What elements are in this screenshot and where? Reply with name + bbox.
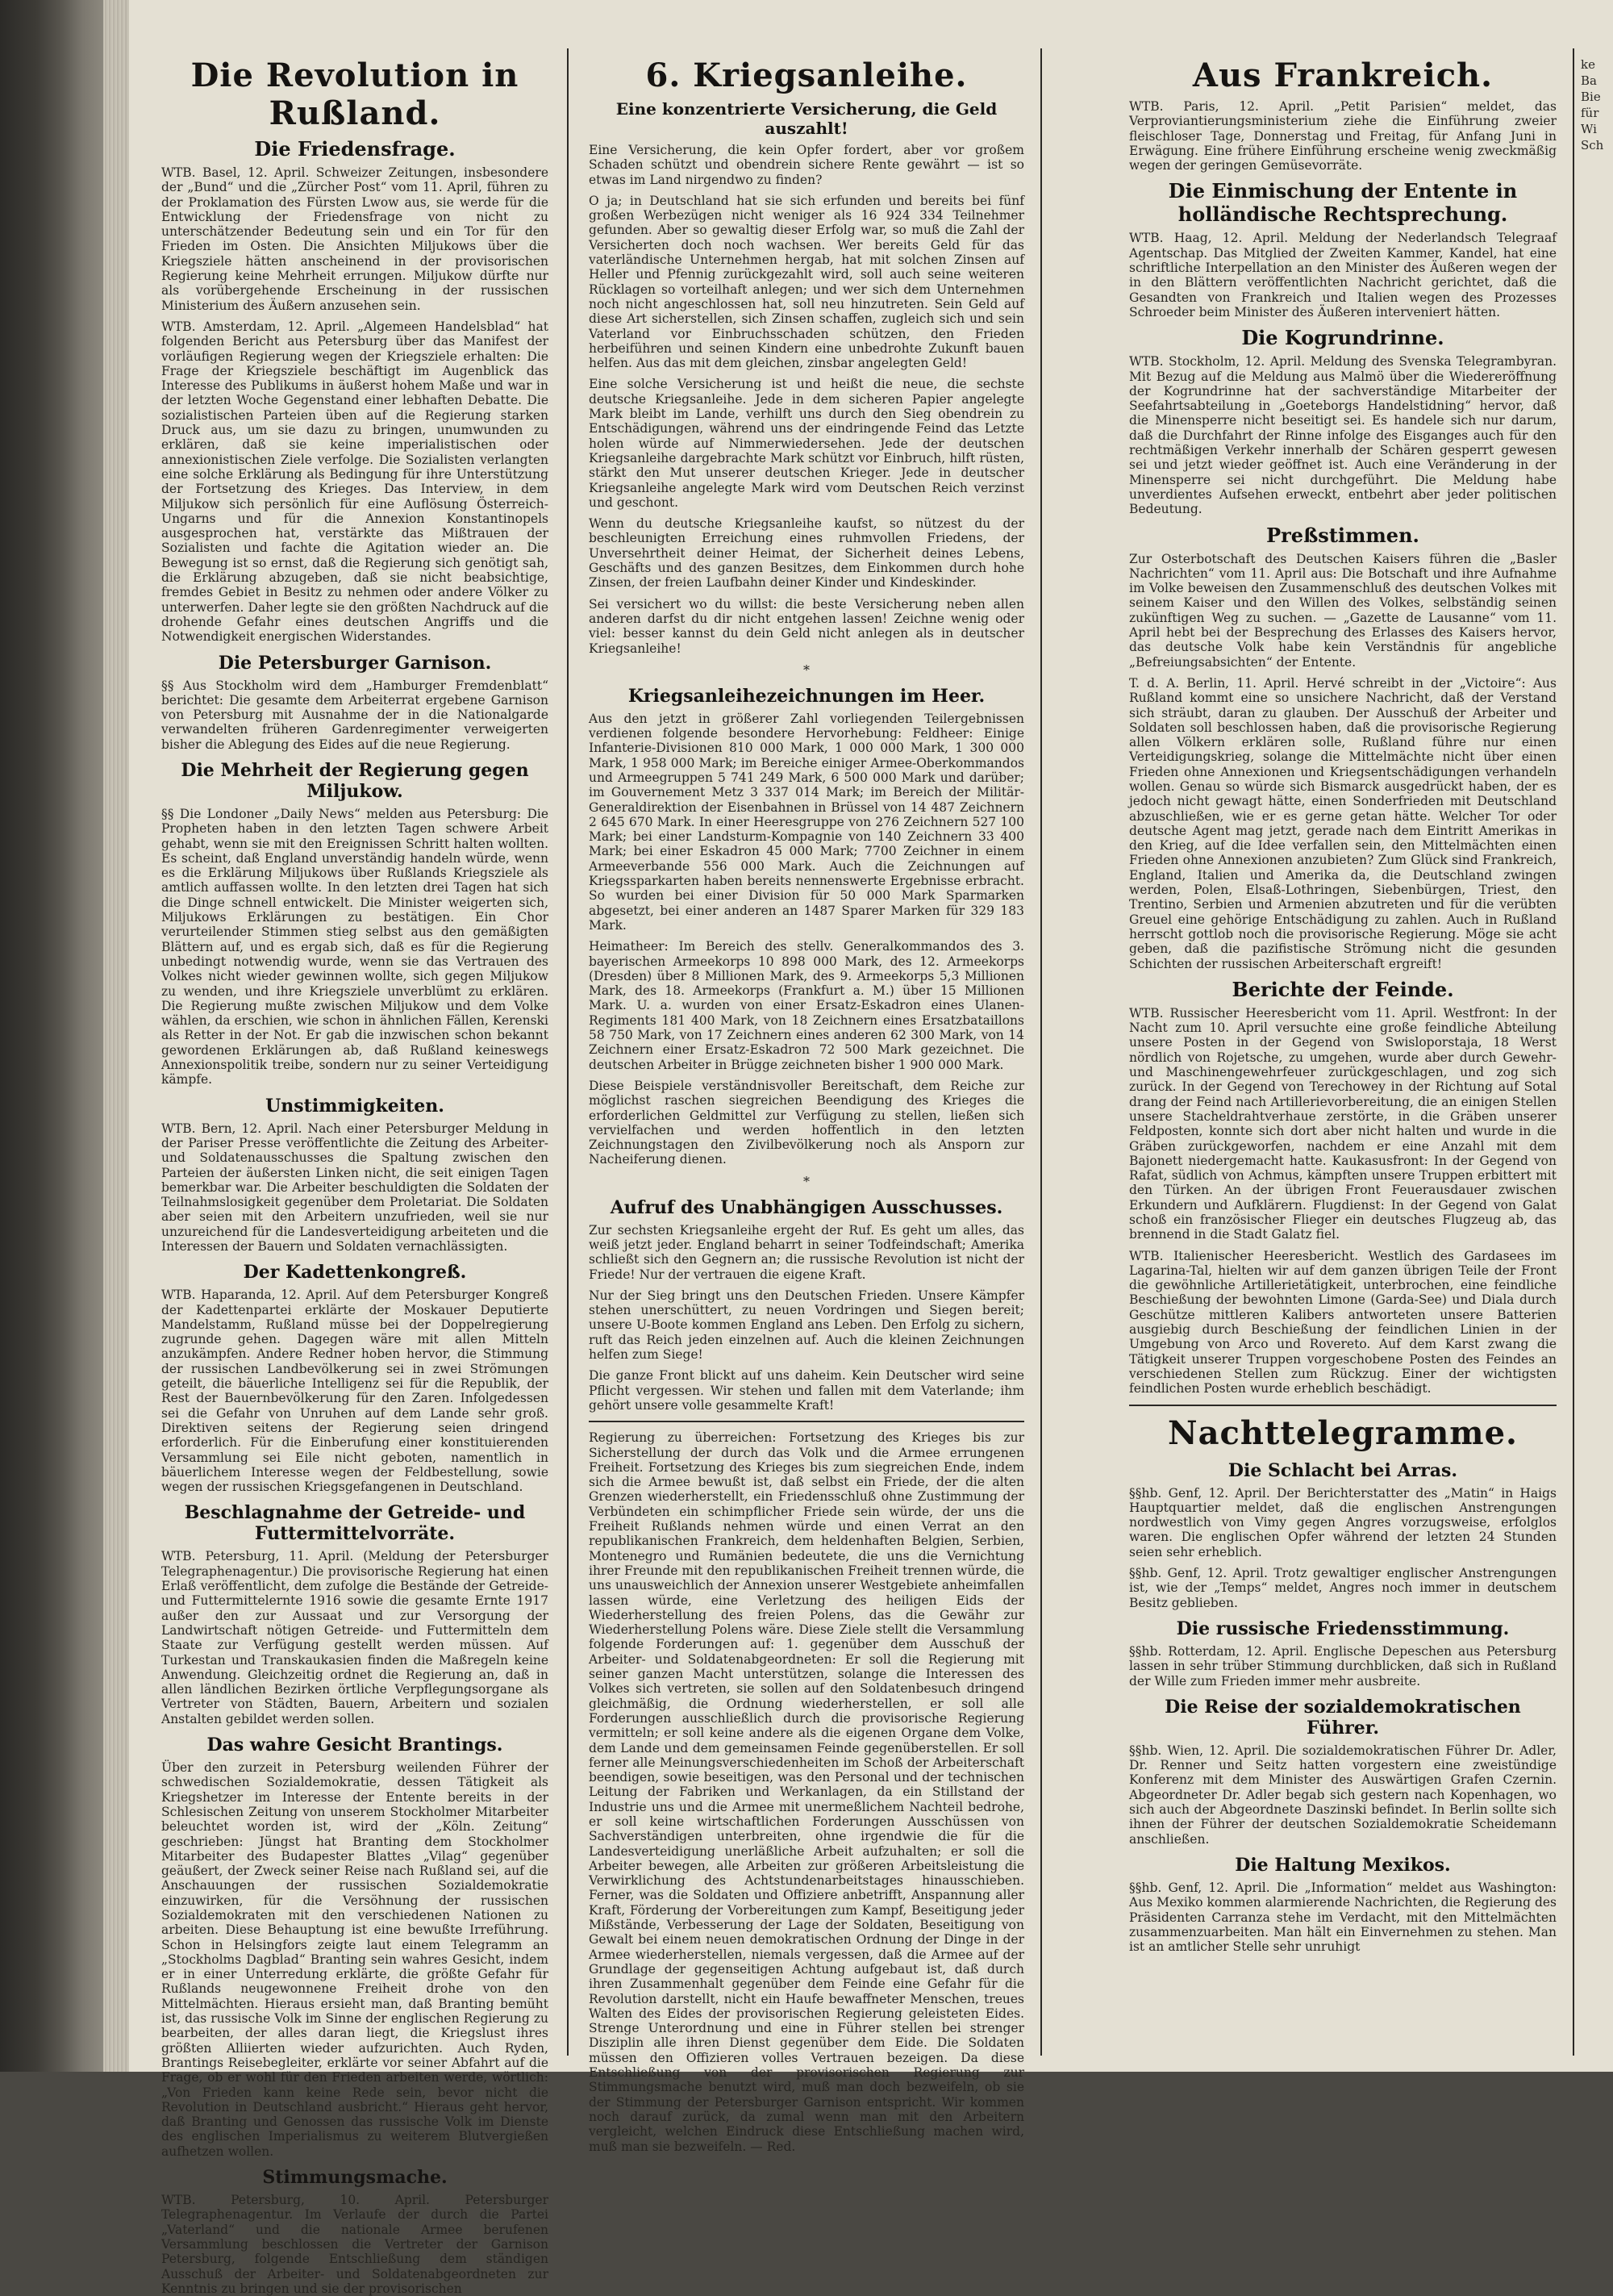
article-paragraph: Diese Beispiele verständnisvoller Bereitschaft, dem Reiche zur möglichst raschen siegreichen Beendigung des Krieges die erforderlichen Geldmittel zur Verfügung zu stellen, ließen sich vervielfachen und werden hoffentlich in den letzten Zeichnungstagen den Zivilbevölkerung noch als Ansporn zur Nacheiferung dienen. [589, 1078, 1024, 1167]
article-paragraph: WTB. Russischer Heeresbericht vom 11. April. Westfront: In der Nacht zum 10. April versuchte eine große feindliche Abteilung unsere Posten in der Gegend von Swisloporstaja, 18 Werst nördlich von Rojetsche, zu umgehen, wurde aber durch Gewehr- und Maschinengewehrfeuer zurückgeschlagen, und zog sich zurück. In der Gegend von Terechowey in der Richtung auf Sotal drang der Feind nach Artillerievorbereitung, die an einigen Stellen unsere Stacheldrahtverhaue zerstörte, in die Gräben unserer Feldposten, konnte sich dort aber nicht halten und wurde in die Gräben zurückgeworfen, nachdem er eine Anzahl mit dem Bajonett niedergemacht hatte. Kaukasusfront: In der Gegend von Rafat, südlich von Achmus, kämpften unsere Truppen erbittert mit den Türken. An der übrigen Front Feuerausdauer zwischen Erkundern und Aufklärern. Flugdienst: In der Gegend von Galat schoß ein französischer Flieger ein deutsches Flugzeug ab, das brennend in die Stadt Galatz fiel. [1129, 1005, 1557, 1242]
article-paragraph: §§ Aus Stockholm wird dem „Hamburger Fremdenblatt“ berichtet: Die gesamte dem Arbeiterrat ergebene Garnison von Petersburg mit Ausnahme der in die Nationalgarde verwandelten früheren Gardenregimenter verweigerten bisher die Ablegung des Eides auf die neue Regierung. [161, 678, 548, 752]
article-paragraph: §§hb. Genf, 12. April. Trotz gewaltiger englischer Anstrengungen ist, wie der „Temps“ meldet, Angres noch immer in deutschem Besitz geblieben. [1129, 1566, 1557, 1610]
section-heading: Die Haltung Mexikos. [1235, 1854, 1451, 1876]
section-heading: Berichte der Feinde. [1232, 977, 1454, 1001]
column-rule [1040, 48, 1042, 2056]
book-spine [0, 0, 103, 2072]
page-stack-edge [103, 0, 132, 2072]
section-divider [1129, 1405, 1557, 1406]
section-heading: Das wahre Gesicht Brantings. [206, 1735, 503, 1756]
column-war-loan [589, 56, 1024, 2154]
article-paragraph: Heimatheer: Im Bereich des stellv. Generalkommandos des 3. bayerischen Armeekorps 10 898 000 Mark, des 12. Armeekorps (Dresden) über 8 Millionen Mark, des 9. Armeekorps 5,3 Millionen Mark, des 18. Armeekorps (Frankfurt a. M.) über 15 Millionen Mark. U. a. wurden von einer Ersatz-Eskadron eines Ulanen-Regiments 181 400 Mark, von 18 Zeichnern eines Ersatzbataillons 58 750 Mark, von 17 Zeichnern eines anderen 62 300 Mark, von 14 Zeichnern einer Ersatz-Eskadron 72 500 Mark gezeichnet. Die deutschen Arbeiter in Brügge zeichneten bisher 1 900 000 Mark. [589, 939, 1024, 1072]
article-paragraph: Die ganze Front blickt auf uns daheim. Kein Deutscher wird seine Pflicht vergessen. Wir stehen und fallen mit dem Vaterlande; ihm gehört unsere volle gesammelte Kraft! [589, 1368, 1024, 1413]
section-heading: Kriegsanleihezeichnungen im Heer. [627, 685, 986, 707]
article-paragraph: WTB. Amsterdam, 12. April. „Algemeen Handelsblad“ hat folgenden Bericht aus Petersburg über das Manifest der vorläufigen Regierung wegen der Kriegsziele erhalten: Die Frage der Kriegsziele beschäftigt im Augenblick das Interesse des Publikums in äußerst hohem Maße und war in der letzten Woche Gegenstand einer lebhaften Debatte. Die sozialistischen Parteien üben auf die Regierung starken Druck aus, um sie dazu zu bringen, unumwunden zu erklären, daß sie keine imperialistischen oder annexionistischen Ziele verfolge. Die Sozialisten verlangten eine solche Erklärung als Bedingung für ihre Unterstützung der Fortsetzung des Krieges. Das Interview, in dem Miljukow sich persönlich für eine Auflösung Österreich-Ungarns und für die Annexion Konstantinopels ausgesprochen hat, verstärkte das Mißtrauen der Sozialisten und fachte die Agitation wieder an. Die Bewegung ist so ernst, daß die Regierung sich genötigt sah, die Erklärung abzugeben, daß sie nicht beabsichtige, fremdes Gebiet in Besitz zu nehmen oder andere Völker zu unterwerfen. Daher legte sie den größten Nachdruck auf die drohende Gefahr eines deutschen Angriffs und die Notwendigkeit energischen Widerstandes. [161, 319, 548, 645]
article-paragraph: §§hb. Genf, 12. April. Die „Information“ meldet aus Washington: Aus Mexiko kommen alarmierende Nachrichten, die Regierung des Präsidenten Carranza stehe im Verdacht, mit den Mittelmächten zusammenzuarbeiten. Man hält ein Einvernehmen zu stehen. Man ist an amtlicher Stelle sehr unruhigt [1129, 1880, 1557, 1955]
section-heading: Die russische Friedensstimmung. [1176, 1618, 1510, 1639]
article-paragraph: Über den zurzeit in Petersburg weilenden Führer der schwedischen Sozialdemokratie, dessen Tätigkeit als Kriegshetzer im Interesse der Entente bereits in der Schlesischen Zeitung von unserem Stockholmer Mitarbeiter beleuchtet worden ist, wird der „Köln. Zeitung“ geschrieben: Jüngst hat Branting dem Stockholmer Mitarbeiter des Budapester Blattes „Vilag“ gegenüber geäußert, der Zweck seiner Reise nach Rußland sei, auf die Anschauungen der russischen Sozialdemokratie einzuwirken, für die Versöhnung der russischen Sozialdemokraten mit den verschiedenen Nationen zu arbeiten. Diese Behauptung ist eine bewußte Irreführung. Schon in Helsingfors zeigte laut einem Telegramm an „Stockholms Dagblad“ Branting sein wahres Gesicht, indem er in einer Unterredung erklärte, die größte Gefahr für Rußlands neugewonnene Freiheit drohe von den Mittelmächten. Hieraus ersieht man, daß Branting bemüht ist, das russische Volk im Sinne der englischen Regierung zu bearbeiten, der alles daran liegt, die Kriegslust ihres größten Alliierten wieder aufzurichten. Auch Ryden, Brantings Reisebegleiter, erklärte vor seiner Abfahrt auf die Frage, ob er wohl für den Frieden arbeiten werde, wörtlich: „Von Frieden kann keine Rede sein, bevor nicht die Revolution in Deutschland ausbricht.“ Hieraus geht hervor, daß Branting und Genossen das russische Volk im Dienste des englischen Imperialismus zu weiterem Blutvergießen aufhetzen wollen. [161, 1760, 548, 2159]
article-paragraph: Eine Versicherung, die kein Opfer fordert, aber vor großem Schaden schützt und obendrein sichere Rente gewährt — ist so etwas im Land nirgendwo zu finden? [589, 143, 1024, 187]
newspaper-page [129, 0, 1613, 2296]
article-paragraph: WTB. Bern, 12. April. Nach einer Petersburger Meldung in der Pariser Presse veröffentlichte die Zeitung des Arbeiter- und Soldatenausschusses die Spaltung zwischen den Parteien der äußersten Linken nicht, die seit einigen Tagen bemerkbar war. Die Arbeiter beschuldigten die Soldaten der Teilnahmslosigkeit gegenüber dem Proletariat. Die Soldaten aber seien mit den Arbeitern unzufrieden, weil sie nur unzureichend für die Landesverteidigung arbeiteten und die Interessen der Bauern und Soldaten vernachlässigten. [161, 1121, 548, 1254]
article-paragraph: §§ Die Londoner „Daily News“ melden aus Petersburg: Die Propheten haben in den letzten Tagen schwere Arbeit gehabt, wenn sie mit den Ereignissen Schritt halten wollten. Es scheint, daß England unverständig handeln würde, wenn es die Erklärung Miljukows über Rußlands Kriegsziele als amtlich auffassen wollte. In den letzten drei Tagen hat sich die Dinge schnell entwickelt. Die Minister weigerten sich, Miljukows Erklärungen zu bestätigen. Ein Chor verurteilender Stimmen stieg selbst aus den gemäßigten Blättern auf, und es ergab sich, daß es für die Regierung unbedingt notwendig wurde, wenn sie das Vertrauen des Volkes nicht wieder gewinnen wollte, sich gegen Miljukow zu wenden, und ihre Kriegsziele unverblümt zu erklären. Die Regierung mußte zwischen Miljukow und dem Volke wählen, da erschien, wie schon in ähnlichen Fällen, Kerenski als Retter in der Not. Er gab die inzwischen schon bekannt gewordenen Erklärungen ab, daß Rußland keineswegs Annexionspolitik treibe, sondern nur zu seiner Verteidigung kämpfe. [161, 806, 548, 1087]
article-paragraph: WTB. Basel, 12. April. Schweizer Zeitungen, insbesondere der „Bund“ und die „Zürcher Post“ vom 11. April, führen zu der Proklamation des Fürsten Lwow aus, sie werde für die Entwicklung der Friedensfrage von nicht zu unterschätzender Bedeutung sein und ein Tor für den Frieden im Osten. Die Ansichten Miljukows über die Kriegsziele hätten anscheinend in der provisorischen Regierung keine Mehrheit errungen. Miljukow dürfte nur als vorübergehende Erscheinung in der russischen Ministerium des Äußern anzusehen sein. [161, 165, 548, 313]
article-paragraph: Nur der Sieg bringt uns den Deutschen Frieden. Unsere Kämpfer stehen unerschüttert, zu neuen Vordringen und Siegen bereit; unsere U-Boote kommen England ans Leben. Den Erfolg zu sichern, ruft das Reich jeden einzelnen auf. Auch die kleinen Zeichnungen helfen zum Siege! [589, 1288, 1024, 1363]
section-divider [589, 1421, 1024, 1422]
section-heading: Die Friedensfrage. [254, 137, 456, 161]
column-revolution [161, 56, 548, 2296]
article-paragraph: WTB. Italienischer Heeresbericht. Westlich des Gardasees im Lagarina-Tal, hielten wir auf dem ganzen übrigen Teile der Front die gewöhnliche Artillerietätigkeit, unterbrochen, eine feindliche Beschießung der bewohnten Limone (Garda-See) und Diala durch Geschütze mittleren Kalibers antworteten unsere Batterien ausgiebig durch Beschießung der feindlichen Linien in der Umgebung von Arco und Rovereto. Auf dem Karst zwang die Tätigkeit unserer Truppen vorgeschobene Posten des Feindes an verschiedenen Stellen zum Rückzug. Einer der wichtigsten feindlichen Posten wurde erheblich beschädigt. [1129, 1248, 1557, 1396]
article-paragraph: T. d. A. Berlin, 11. April. Hervé schreibt in der „Victoire“: Aus Rußland kommt eine so unsichere Nachricht, daß der Verstand sich sträubt, daran zu glauben. Der Ausschuß der Arbeiter und Soldaten soll beschlossen haben, daß die provisorische Regierung allen Völkern erklären solle, Rußland führe nur einen Verteidigungskrieg, solange die Mittelmächte nicht über einen Frieden ohne Annexionen und Kriegsentschädigungen verhandeln wollen. Genau so würde sich Bismarck ausgedrückt haben, der es jedoch nicht gewagt hätte, einen Sonderfrieden mit Deutschland abzuschließen, wie er es gerne getan hätte. Welcher Tor oder deutsche Agent mag jetzt, gerade nach dem Eintritt Amerikas in den Krieg, auf die Idee verfallen sein, den Mittelmächten einen Frieden ohne Annexionen anzubieten? Zum Glück sind Frankreich, England, Italien und Amerika da, die Deutschland zwingen werden, Polen, Elsaß-Lothringen, Siebenbürgen, Triest, den Trentino, Serbien und Armenien abzutreten und für die verübten Greuel eine gehörige Entschädigung zu zahlen. Auch in Rußland herrscht gottlob noch die provisorische Regierung. Möge sie acht geben, daß die pazifistische Strömung nicht die gesunden Schichten der russischen Arbeiterschaft ergreift! [1129, 675, 1557, 971]
article-paragraph: §§hb. Rotterdam, 12. April. Englische Depeschen aus Petersburg lassen in sehr trüber Stimmung durchblicken, daß sich in Rußland der Wille zum Frieden immer mehr ausbreite. [1129, 1643, 1557, 1689]
lead-heading: Eine konzentrierte Versicherung, die Geld auszahlt! [615, 99, 998, 138]
divider-asterisk: * [803, 662, 810, 678]
section-heading: Der Kadettenkongreß. [243, 1262, 467, 1284]
article-paragraph: Wenn du deutsche Kriegsanleihe kaufst, so nützest du der beschleunigten Erreichung eines ruhmvollen Friedens, der Unversehrtheit deiner Heimat, der Sicherheit deines Lebens, Geschäfts und des ganzen Besitzes, dem Einkommen durch hohe Zinsen, der freien Laufbahn deiner Kinder und Kindeskinder. [589, 516, 1024, 591]
article-paragraph: Eine solche Versicherung ist und heißt die neue, die sechste deutsche Kriegsanleihe. Jede in dem sicheren Papier angelegte Mark bleibt im Lande, verhilft uns durch den Sieg obendrein zu Entschädigungen, während uns der eindringende Feind das Letzte holen würde auf Nimmerwiedersehen. Jede der deutschen Kriegsanleihe dargebrachte Mark schützt vor Einbruch, hilft rüsten, stärkt den Mut unserer deutschen Krieger. Jede in deutscher Kriegsanleihe angelegte Mark wird vom Deutschen Reich verzinst und geschont. [589, 377, 1024, 510]
article-title: Die Revolution in Rußland. [190, 56, 519, 132]
column-rule [1573, 48, 1574, 2056]
divider-asterisk: * [803, 1173, 810, 1189]
article-title: 6. Kriegsanleihe. [645, 56, 968, 94]
article-paragraph: WTB. Stockholm, 12. April. Meldung des Svenska Telegrambyran. Mit Bezug auf die Meldung aus Malmö über die Wiedereröffnung der Kogrundrinne hat der sachverständige Mitarbeiter der Seefahrtsabteilung in „Goeteborgs Handelstidning“ hervor, daß die Minensperre nicht beseitigt sei. Es handele sich nur darum, daß die Durchfahrt der Rinne infolge des Eisganges auch für den rechtmäßigen Verkehr innerhalb der Schären gesperrt gewesen sei und jetzt wieder geöffnet ist. Auch eine Veränderung in der Minensperre sei nicht durchgeführt. Die Meldung habe unverdientes Aufsehen erweckt, entbehrt aber jeder politischen Bedeutung. [1129, 354, 1557, 517]
section-heading: Beschlagnahme der Getreide- und Futtermittelvorräte. [184, 1502, 526, 1545]
section-heading: Nachttelegramme. [1168, 1413, 1518, 1452]
section-heading: Unstimmigkeiten. [265, 1095, 444, 1117]
partial-column-text: ke Ba Bie für Wi Sch [1581, 57, 1604, 152]
article-paragraph: O ja; in Deutschland hat sie sich erfunden und bereits bei fünf großen Werbezügen nicht weniger als 16 924 334 Teilnehmer gefunden. Aber so gewaltig dieser Erfolg war, so muß die Zahl der Versicherten doch noch wachsen. Wer bereits Geld für das vaterländische Unternehmen hergab, hat mit solchen Zinsen auf Heller und Pfennig zurückgezahlt wird, soll auch seine weiteren Rücklagen so vorteilhaft anlegen; und wer sich dem Unternehmen noch nicht angeschlossen hat, soll neu hinzutreten. Sein Geld auf diese Art sicherstellen, sich Zinsen schaffen, zugleich sich und sein Vaterland vor Einbruchsschaden schützen, den Frieden herbeiführen und seinen Kindern eine unbedrohte Zukunft bauen helfen. Aus das mit dem gleichen, zinsbar angelegten Geld! [589, 193, 1024, 371]
section-heading: Aufruf des Unabhängigen Ausschusses. [610, 1196, 1003, 1218]
section-heading: Die Reise der sozialdemokratischen Führer. [1165, 1696, 1521, 1739]
article-paragraph: WTB. Paris, 12. April. „Petit Parisien“ meldet, das Verproviantierungsministerium ziehe die Einführung zweier fleischloser Tage, Donnerstag und Freitag, für Anfang Juni in Erwägung. Eine frühere Einführung erscheine wenig zweckmäßig wegen der geringen Gemüsevorräte. [1129, 99, 1557, 173]
article-paragraph: Aus den jetzt in größerer Zahl vorliegenden Teilergebnissen verdienen folgende besondere Hervorhebung: Feldheer: Einige Infanterie-Divisionen 810 000 Mark, 1 000 000 Mark, 1 300 000 Mark, 1 958 000 Mark; im Bereiche einiger Armee-Oberkommandos und Armeegruppen 5 741 249 Mark, 6 500 000 Mark und darüber; im Gouvernement Metz 3 337 014 Mark; im Bereich der Militär-Generaldirektion der Eisenbahnen in Brüssel von 14 487 Zeichnern 2 645 670 Mark. In einer Heeresgruppe von 276 Zeichnern 527 100 Mark; bei einer Landsturm-Kompagnie von 140 Zeichnern 33 400 Mark; bei einer Eskadron 45 000 Mark; 7700 Zeichner in einem Armeeverbande 556 000 Mark. Auch die Zeichnungen auf Kriegssparkarten haben bereits nennenswerte Ergebnisse erbracht. So wurden bei einer Division für 50 000 Mark Sparmarken abgesetzt, bei einer anderen an 1487 Sparer Marken für 329 183 Mark. [589, 711, 1024, 933]
article-paragraph: WTB. Haag, 12. April. Meldung der Nederlandsch Telegraaf Agentschap. Das Mitglied der Zweiten Kammer, Kandel, hat eine schriftliche Interpellation an den Minister des Äußeren wegen der in den Blättern veröffentlichten Nachricht gerichtet, daß die Gesandten von Frankreich und Italien wegen des Prozesses Schroeder beim Minister des Äußeren interveniert hätten. [1129, 231, 1557, 319]
column-news [1129, 56, 1557, 2056]
column-rule [567, 48, 569, 2056]
article-paragraph: WTB. Petersburg, 10. April. Petersburger Telegraphenagentur. Im Verlaufe der durch die Partei „Vaterland“ und die nationale Armee berufenen Versammlung beschlossen die Vertreter der Garnison Petersburg, folgende Entschließung dem ständigen Ausschuß der Arbeiter- und Soldatenabgeordneten zur Kenntnis zu bringen und sie der provisorischen [161, 2193, 548, 2296]
article-paragraph: Zur sechsten Kriegsanleihe ergeht der Ruf. Es geht um alles, das weiß jetzt jeder. England beharrt in seiner Todfeindschaft; Amerika schließt sich den Gegnern an; die russische Revolution ist nicht der Friede! Nur der vertrauen die eigene Kraft. [589, 1222, 1024, 1282]
section-heading: Preßstimmen. [1266, 523, 1419, 547]
article-paragraph: WTB. Haparanda, 12. April. Auf dem Petersburger Kongreß der Kadettenpartei erklärte der Moskauer Deputierte Mandelstamm, Rußland müsse bei der Doppelregierung zugrunde gehen. Dagegen wäre mit allen Mitteln anzukämpfen. Andere Redner hoben hervor, die Stimmung der russischen Landbevölkerung sei in zwei Strömungen geteilt, die bäuerliche Intelligenz sei für die Republik, der Rest der Bauernbevölkerung für den Zaren. Infolgedessen sei die Gefahr von Unruhen auf dem Lande sehr groß. Direktiven seitens der Regierung seien dringend erforderlich. Für die Einberufung einer konstituierenden Versammlung sei Eile nicht geboten, namentlich in bäuerlichem Interesse wegen der Feldbestellung, sowie wegen der russischen Kriegsgefangenen in Deutschland. [161, 1288, 548, 1495]
section-heading: Die Kogrundrinne. [1241, 326, 1444, 350]
section-heading: Stimmungsmache. [262, 2167, 448, 2189]
article-paragraph: §§hb. Genf, 12. April. Der Berichterstatter des „Matin“ in Haigs Hauptquartier meldet, daß die englischen Anstrengungen nordwestlich von Vimy gegen Angres vorzugsweise, erfolglos waren. Die englischen Opfer während der letzten 24 Stunden seien sehr erheblich. [1129, 1485, 1557, 1559]
article-paragraph: §§hb. Wien, 12. April. Die sozialdemokratischen Führer Dr. Adler, Dr. Renner und Seitz hatten vorgestern eine zweistündige Konferenz mit dem Minister des Auswärtigen Grafen Czernin. Abgeordneter Dr. Adler begab sich gestern nach Kopenhagen, wo sich auch der Abgeordnete Daszinski befindet. In Berlin sollte sich ihnen der Führer der deutschen Sozialdemokratie Scheidemann anschließen. [1129, 1743, 1557, 1847]
article-paragraph: Zur Osterbotschaft des Deutschen Kaisers führen die „Basler Nachrichten“ vom 11. April aus: Die Botschaft und ihre Aufnahme im Volke beweisen den Zusammenschluß des deutschen Volkes mit seinem Kaiser und den Willen des Volkes, selbständig seinen zukünftigen Weg zu suchen. — „Gazette de Lausanne“ vom 11. April hebt bei der Besprechung des Erlasses des Kaisers hervor, das deutsche Volk habe kein Verständnis für angebliche „Befreiungsabsichten“ der Entente. [1129, 551, 1557, 670]
column-cut-off [1581, 56, 1613, 2056]
article-paragraph: Sei versichert wo du willst: die beste Versicherung neben allen anderen darfst du dir nicht entgehen lassen! Zeichne wenig oder viel: besser kannst du dein Geld nicht anlegen als in deutscher Kriegsanleihe! [589, 596, 1024, 656]
section-heading: Die Mehrheit der Regierung gegen Miljukow. [181, 759, 529, 802]
section-heading: Die Einmischung der Entente in holländische Rechtsprechung. [1168, 179, 1518, 227]
article-paragraph: Regierung zu überreichen: Fortsetzung des Krieges bis zur Sicherstellung der durch das Volk und die Armee errungenen Freiheit. Fortsetzung des Krieges bis zum siegreichen Ende, indem sich die Armee bewußt ist, daß selbst ein Friede, der die alten Grenzen wiederherstellt, ein Friedensschluß ohne Zustimmung der Verbündeten ein schimpflicher Friede sein würde, der uns die Freiheit Rußlands nehmen würde und einen Verrat an den republikanischen Frankreich, dem heldenhaften Belgien, Serbien, Montenegro und Rumänien bedeutete, die uns die Vernichtung ihrer Freunde mit den republikanischen Freiheit trennen würde, die uns unausweichlich der Annexion unserer Westgebiete anheimfallen lassen würde, eine Verletzung des heiligen Eids der Wiederherstellung des freien Polens, das die Gewähr zur Wiederherstellung Polens wäre. Diese Ziele stellt die Versammlung folgende Forderungen auf: 1. gegenüber dem Ausschuß der Arbeiter- und Soldatenabgeordneten: Er soll die Regierung mit seiner ganzen Macht unterstützen, solange die Interessen des Volkes sich vertreten, sie sollen auf den Soldatenbesuch dringend gleichmäßig, die Ordnung wiederherstellen, er soll alle Forderungen ausschließlich durch die provisorische Regierung vermitteln; er soll keine andere als die eigenen Organe dem Volke, dem Lande und dem gemeinsamen Feinde gegenüberstellen. Er soll ferner alle Meinungsverschiedenheiten im Schoß der Arbeiterschaft beendigen, sowie beseitigen, was den Personal und der technischen Leitung der Fabriken und Werkanlagen, da ein Stillstand der Industrie uns und die Armee mit unermeßlichem Nachteil bedrohe, er soll keine wirtschaftlichen Forderungen Ausschüssen von Sachverständigen unterbreiten, ohne irgendwie die für die Landesverteidigung unerläßliche Arbeit aufzuhalten; er soll die Arbeiter bewegen, alle Arbeiten zur größeren Arbeitsleistung die Verwirklichung des Achtstundenarbeitstages hinausschieben. Ferner, was die Soldaten und Offiziere anbetrifft, Anspannung aller Kraft, Förderung der Vorbereitungen zum Kampf, Beseitigung jeder Mißstände, Verbesserung der Lage der Soldaten, Beseitigung von Gewalt bei einem neuen demokratischen Ordnung der Dinge in der Armee wiederherstellen, niemals vergessen, daß die Armee auf der Grundlage der gegenseitigen Achtung aufgebaut ist, daß durch ihren Zusammenhalt gegenüber dem Feinde eine Gefahr für die Revolution darstellt, nicht ein Haufe bewaffneter Menschen, treues Walten des Eides der provisorischen Regierung geleisteten Eides. Strenge Unterordnung und eine in Führer stellen bei strenger Disziplin alle ihren Dienst gegenüber dem Eide. Die Soldaten müssen den Offizieren volles Vertrauen bezeigen. Da diese Entschließung von der provisorischen Regierung zur Stimmungsmache benutzt wird, muß man doch bezweifeln, ob sie der Stimmung der Petersburger Garnison entspricht. Wir kommen noch darauf zurück, da zumal wenn man mit den Arbeitern vergleicht, welchen Eindruck diese Entschließung machen wird, muß man sie bezweifeln. — Red. [589, 1430, 1024, 2154]
article-paragraph: WTB. Petersburg, 11. April. (Meldung der Petersburger Telegraphenagentur.) Die provisorische Regierung hat einen Erlaß veröffentlicht, dem zufolge die Bestände der Getreide- und Futtermittelernte 1916 sowie die gesamte Ernte 1917 außer den zur Aussaat und zur Versorgung der Landwirtschaft nötigen Getreide- und Futtermitteln dem Staate zur Verfügung gestellt werden müssen. Auf Turkestan und Transkaukasien finden die Maßregeln keine Anwendung. Gleichzeitig ordnet die Regierung an, daß in allen ländlichen Bezirken örtliche Verpflegungsorgane als Vertreter von Städten, Bauern, Arbeitern und sozialen Anstalten gebildet werden sollen. [161, 1549, 548, 1726]
section-heading: Die Petersburger Garnison. [218, 652, 492, 674]
section-heading: Aus Frankreich. [1192, 56, 1494, 94]
section-heading: Die Schlacht bei Arras. [1227, 1459, 1458, 1481]
